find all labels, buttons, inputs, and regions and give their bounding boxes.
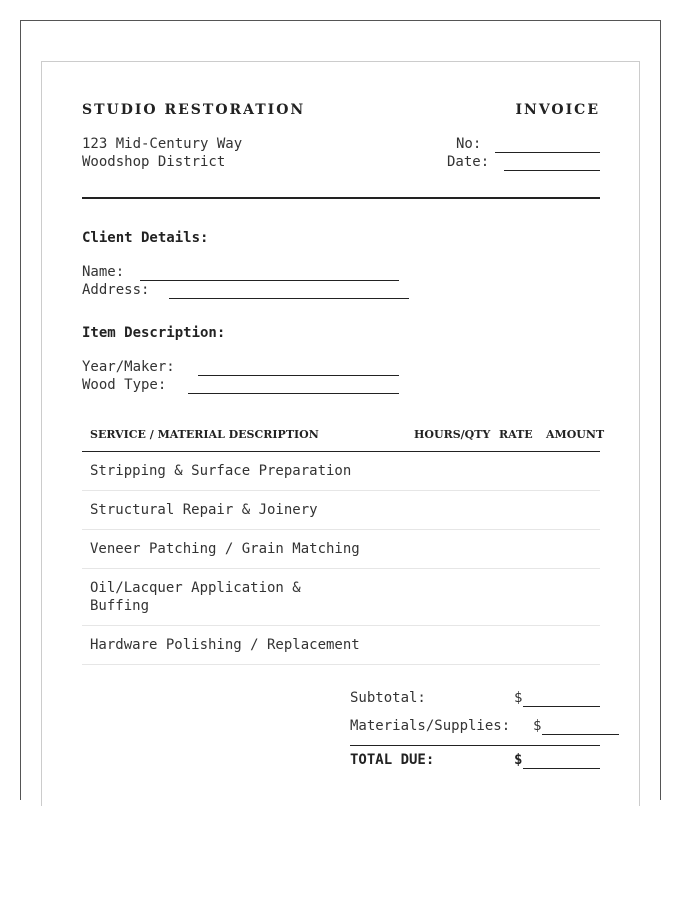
client-address-field[interactable]	[169, 284, 409, 299]
table-row: Structural Repair & Joinery	[90, 502, 318, 518]
table-row: Hardware Polishing / Replacement	[90, 637, 360, 653]
column-header-rate: RATE	[499, 428, 533, 441]
item-description-title: Item Description:	[82, 325, 226, 341]
total-due-label: TOTAL DUE:	[350, 752, 435, 768]
invoice-number-field[interactable]	[495, 138, 600, 153]
materials-supplies-field[interactable]	[542, 720, 619, 735]
invoice-number-label: No:	[456, 136, 482, 152]
document-type: INVOICE	[515, 102, 600, 118]
year-maker-label: Year/Maker:	[82, 359, 175, 375]
table-row: Oil/Lacquer Application & Buffing	[90, 580, 301, 614]
column-header-description: SERVICE / MATERIAL DESCRIPTION	[90, 428, 319, 441]
materials-supplies-label: Materials/Supplies:	[350, 718, 511, 734]
company-name: STUDIO RESTORATION	[82, 102, 306, 118]
year-maker-field[interactable]	[198, 361, 399, 376]
client-name-label: Name:	[82, 264, 125, 280]
invoice-date-field[interactable]	[504, 156, 600, 171]
invoice-date-label: Date:	[447, 154, 490, 170]
client-name-field[interactable]	[140, 266, 399, 281]
row-divider	[82, 529, 600, 530]
address-line-1: 123 Mid-Century Way	[82, 136, 243, 152]
total-due-currency: $	[514, 752, 523, 768]
materials-currency: $	[533, 718, 542, 734]
subtotal-currency: $	[514, 690, 523, 706]
total-divider	[350, 745, 600, 746]
row-divider	[82, 664, 600, 665]
table-header-rule	[82, 451, 600, 452]
client-address-label: Address:	[82, 282, 150, 298]
wood-type-label: Wood Type:	[82, 377, 167, 393]
column-header-hours-qty: HOURS/QTY	[414, 428, 491, 441]
subtotal-field[interactable]	[523, 692, 600, 707]
header-divider	[82, 197, 600, 199]
column-header-amount: AMOUNT	[546, 428, 605, 441]
address-line-2: Woodshop District	[82, 154, 226, 170]
wood-type-field[interactable]	[188, 379, 399, 394]
row-divider	[82, 625, 600, 626]
row-divider	[82, 568, 600, 569]
table-row: Veneer Patching / Grain Matching	[90, 541, 360, 557]
row-divider	[82, 490, 600, 491]
total-due-field[interactable]	[523, 754, 600, 769]
subtotal-label: Subtotal:	[350, 690, 426, 706]
table-row: Stripping & Surface Preparation	[90, 463, 352, 479]
client-details-title: Client Details:	[82, 230, 209, 246]
